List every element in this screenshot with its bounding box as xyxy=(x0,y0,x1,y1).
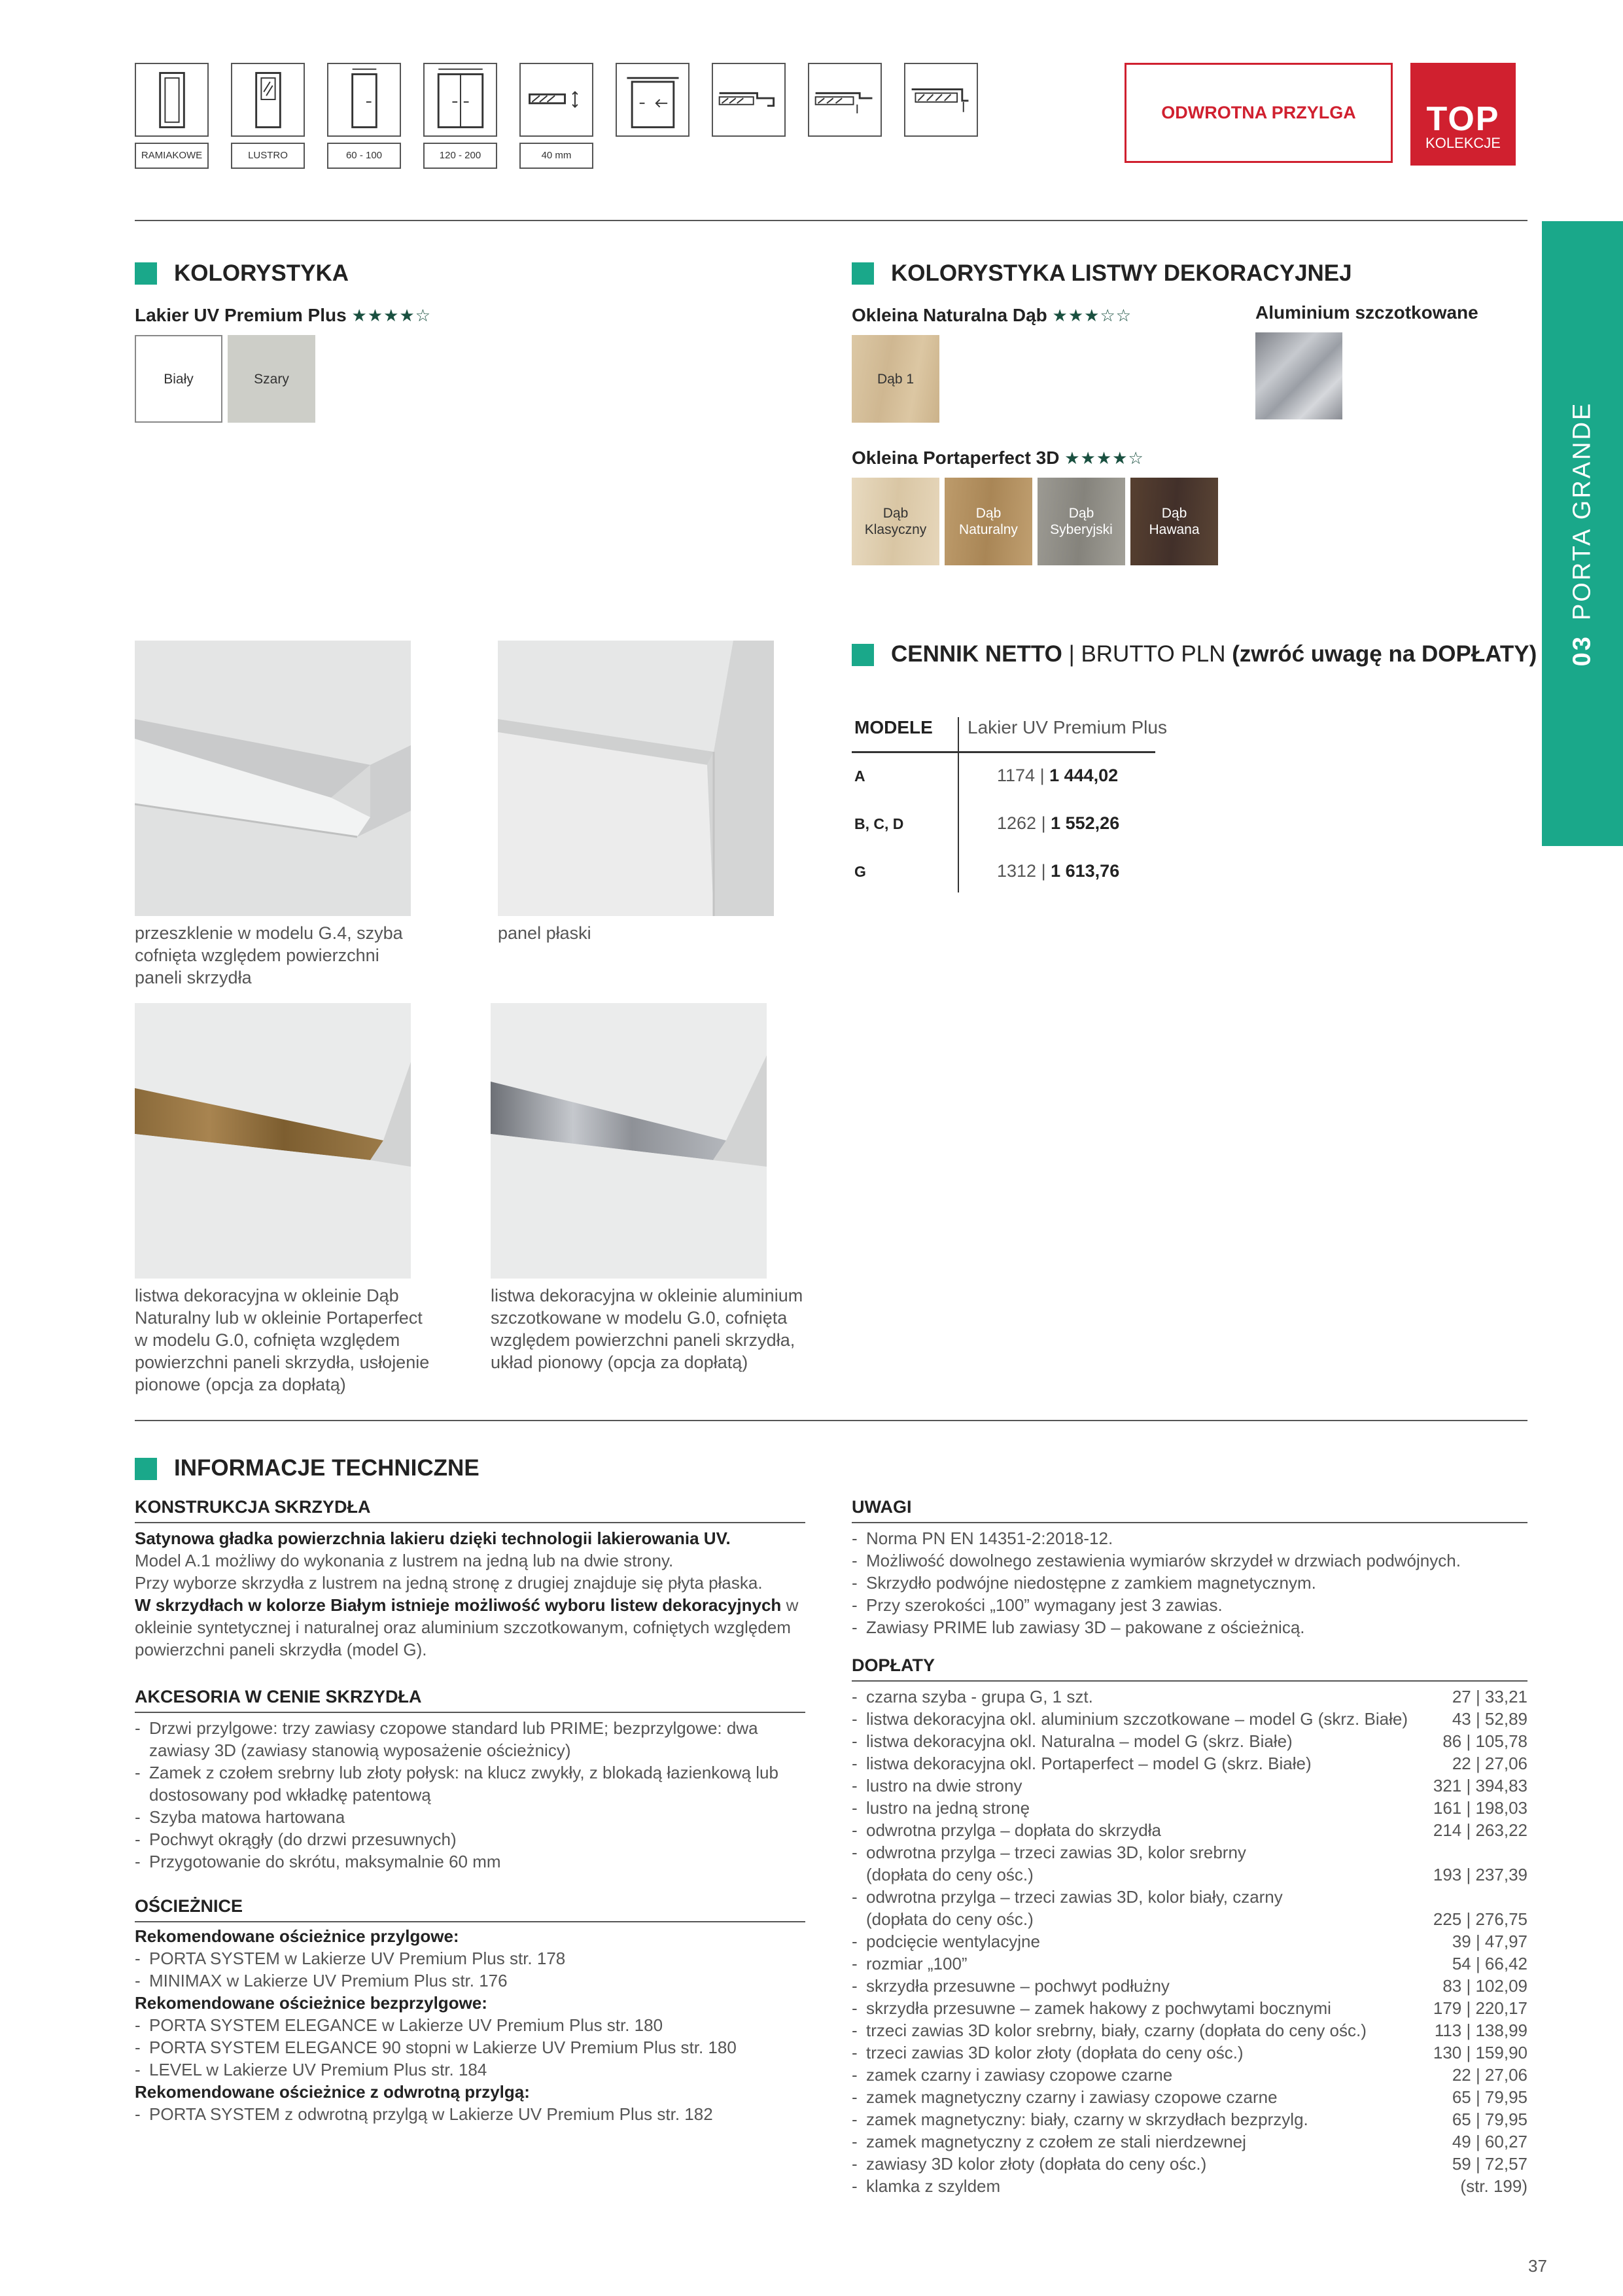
price-row-model: G xyxy=(854,863,866,880)
surcharge-row xyxy=(852,1708,1527,1730)
surcharge-price: 39 | 47,97 xyxy=(1452,1932,1527,1951)
photo-oak-strip xyxy=(135,1003,411,1279)
surcharge-row xyxy=(852,1841,1527,1863)
list-item: - PORTA SYSTEM z odwrotną przylgą w Lakierze UV Premium Plus str. 182 xyxy=(135,2103,805,2125)
swatch-label: Klasyczny xyxy=(864,522,927,537)
surcharge-label: - listwa dekoracyjna okl. aluminium szczotkowane – model G (skrz. Białe) xyxy=(852,1708,1408,1730)
thickness-icon xyxy=(519,63,593,137)
price-brutto: 1 552,26 xyxy=(1051,813,1120,833)
list-item: - Zamek z czołem srebrny lub złoty połysk: na klucz zwykły, z blokadą łazienkową lub dostosowany pod wkładkę patentową xyxy=(135,1761,805,1806)
reverse-rebate-badge: ODWROTNA PRZYLGA xyxy=(1125,63,1393,163)
list-item: - Przygotowanie do skrótu, maksymalnie 60 mm xyxy=(135,1850,805,1873)
surcharge-price: 161 | 198,03 xyxy=(1433,1798,1527,1818)
surcharge-label: - czarna szyba - grupa G, 1 szt. xyxy=(852,1686,1093,1708)
top-logo-line1: TOP xyxy=(1426,100,1500,138)
list-item: - Szyba matowa hartowana xyxy=(135,1806,805,1828)
frame-door-icon xyxy=(135,63,209,137)
icon-label-ramiakowe: RAMIAKOWE xyxy=(135,143,209,169)
surcharge-row xyxy=(852,1886,1527,1908)
surcharge-label: - skrzydła przesuwne – zamek hakowy z pochwytami bocznymi xyxy=(852,1997,1331,2019)
surcharge-row xyxy=(852,1775,1527,1797)
price-row-value: 1174 | 1 444,02 xyxy=(997,766,1119,785)
top-logo-line2: KOLEKCJE xyxy=(1425,135,1501,151)
list-item: - Skrzydło podwójne niedostępne z zamkiem magnetycznym. xyxy=(852,1572,1527,1594)
surcharge-row xyxy=(852,1730,1527,1752)
surcharge-label: - odwrotna przylga – trzeci zawias 3D, kolor biały, czarny xyxy=(852,1886,1283,1908)
surcharge-label: - skrzydła przesuwne – pochwyt podłużny xyxy=(852,1975,1170,1997)
surcharge-price: 22 | 27,06 xyxy=(1452,1754,1527,1773)
price-netto: 1174 xyxy=(997,766,1036,785)
price-row-value: 1312 | 1 613,76 xyxy=(997,861,1120,881)
konstrukcja-text xyxy=(135,1527,805,1661)
oscieznice-h1: Rekomendowane ościeżnice przylgowe: xyxy=(135,1926,459,1946)
swatch-label: Naturalny xyxy=(959,522,1018,537)
surcharge-row xyxy=(852,2064,1527,2086)
section-marker xyxy=(852,262,874,285)
icon-label-lustro: LUSTRO xyxy=(231,143,305,169)
finish-name: Okleina Portaperfect 3D xyxy=(852,448,1060,468)
surcharge-row xyxy=(852,1930,1527,1952)
surcharge-label: - listwa dekoracyjna okl. Portaperfect – model G (skrz. Białe) xyxy=(852,1752,1312,1775)
swatch-label: Dąb xyxy=(882,506,909,521)
caption-flat-panel: panel płaski xyxy=(498,923,591,943)
surcharge-row xyxy=(852,1686,1527,1708)
cennik-separator: | xyxy=(1068,641,1075,667)
surcharge-price: 225 | 276,75 xyxy=(1433,1909,1527,1929)
oscieznice-h3: Rekomendowane ościeżnice z odwrotną przylgą: xyxy=(135,2082,530,2102)
uwagi-title: UWAGI xyxy=(852,1497,912,1517)
surcharge-row xyxy=(852,1819,1527,1841)
list-item: - Pochwyt okrągły (do drzwi przesuwnych) xyxy=(135,1828,805,1850)
sidebar-title xyxy=(1569,402,1597,667)
price-row-model: A xyxy=(854,768,865,785)
surcharge-label: - zamek czarny i zawiasy czopowe czarne xyxy=(852,2064,1172,2086)
swatch-label: Dąb 1 xyxy=(877,371,915,387)
list-item: - LEVEL w Lakierze UV Premium Plus str. 184 xyxy=(135,2058,805,2081)
surcharge-price: 214 | 263,22 xyxy=(1433,1820,1527,1840)
section-marker xyxy=(135,1458,157,1480)
surcharge-label: - zamek magnetyczny z czołem ze stali nierdzewnej xyxy=(852,2130,1246,2153)
rating-stars-icon: ★★★☆☆ xyxy=(1052,306,1132,325)
icon-label-width-single: 60 - 100 xyxy=(327,143,401,169)
list-item: - PORTA SYSTEM ELEGANCE w Lakierze UV Premium Plus str. 180 xyxy=(135,2014,805,2036)
doplaty-rule xyxy=(852,1680,1527,1682)
surcharge-label: - rozmiar „100” xyxy=(852,1952,968,1975)
surcharge-price: 193 | 237,39 xyxy=(1433,1865,1527,1884)
photo-glazing-g4 xyxy=(135,641,411,916)
finish-title-lakier xyxy=(135,305,431,326)
price-row-value: 1262 | 1 552,26 xyxy=(997,813,1120,833)
sidebar-number: 03 xyxy=(1568,635,1596,667)
surcharge-row xyxy=(852,2041,1527,2064)
surcharge-row xyxy=(852,1752,1527,1775)
surcharge-label: - trzeci zawias 3D kolor złoty (dopłata do ceny ośc.) xyxy=(852,2041,1244,2064)
surcharge-price: 83 | 102,09 xyxy=(1442,1976,1527,1996)
section-marker xyxy=(852,644,874,666)
surcharge-row xyxy=(852,2086,1527,2108)
surcharge-label: (dopłata do ceny ośc.) xyxy=(866,1865,1034,1884)
swatch-label: Dąb xyxy=(975,506,1002,521)
list-item: - Norma PN EN 14351-2:2018-12. xyxy=(852,1527,1527,1549)
surcharge-price: 130 | 159,90 xyxy=(1433,2043,1527,2062)
surcharge-label: - trzeci zawias 3D kolor srebrny, biały, czarny (dopłata do ceny ośc.) xyxy=(852,2019,1367,2041)
swatch-label: Dąb xyxy=(1161,506,1187,521)
oscieznice-list-2 xyxy=(135,2014,805,2081)
surcharge-row xyxy=(852,1975,1527,1997)
surcharge-row xyxy=(852,2019,1527,2041)
konstrukcja-p1: Satynowa gładka powierzchnia lakieru dzięki technologii lakierowania UV. xyxy=(135,1528,731,1548)
surcharge-price: 65 | 79,95 xyxy=(1452,2110,1527,2129)
surcharge-row xyxy=(852,2108,1527,2130)
finish-name: Lakier UV Premium Plus xyxy=(135,305,347,325)
list-item: - PORTA SYSTEM ELEGANCE 90 stopni w Lakierze UV Premium Plus str. 180 xyxy=(135,2036,805,2058)
swatch-dab-1 xyxy=(852,335,939,423)
section-marker xyxy=(135,262,157,285)
caption-aluminium-strip: listwa dekoracyjna w okleinie aluminium szczotkowane w modelu G.0, cofnięta względem powierzchni paneli skrzydła, układ pionowy (opcja za dopłatą) xyxy=(491,1286,803,1372)
surcharge-row xyxy=(852,1997,1527,2019)
section-title-tech: INFORMACJE TECHNICZNE xyxy=(174,1455,480,1481)
surcharge-price: (str. 199) xyxy=(1460,2176,1527,2196)
surcharge-label: - odwrotna przylga – trzeci zawias 3D, kolor srebrny xyxy=(852,1841,1246,1863)
section-title-kolorystyka: KOLORYSTYKA xyxy=(174,260,349,286)
oscieznice-block xyxy=(135,1925,805,2125)
photo-aluminium-strip xyxy=(491,1003,767,1279)
list-item: - MINIMAX w Lakierze UV Premium Plus str. 176 xyxy=(135,1969,805,1992)
price-col-model: MODELE xyxy=(854,717,933,737)
surcharge-row xyxy=(852,2130,1527,2153)
swatch-dab-naturalny xyxy=(945,478,1032,565)
section-title-listwy: KOLORYSTYKA LISTWY DEKORACYJNEJ xyxy=(891,260,1352,286)
rating-stars-icon: ★★★★☆ xyxy=(1064,448,1144,468)
icon-label-width-double: 120 - 200 xyxy=(423,143,497,169)
icon-label-thickness: 40 mm xyxy=(519,143,593,169)
konstrukcja-rule xyxy=(135,1522,805,1523)
section-title-cennik xyxy=(891,641,1537,667)
surcharge-price: 113 | 138,99 xyxy=(1434,2021,1527,2040)
mirror-door-icon xyxy=(231,63,305,137)
double-door-width-icon xyxy=(423,63,497,137)
oscieznice-rule xyxy=(135,1921,805,1922)
surcharge-price: 54 | 66,42 xyxy=(1452,1954,1527,1973)
list-item: - Przy szerokości „100” wymagany jest 3 zawias. xyxy=(852,1594,1527,1616)
swatch-label: Biały xyxy=(164,371,194,387)
surcharge-label: - odwrotna przylga – dopłata do skrzydła xyxy=(852,1819,1161,1841)
surcharge-price: 86 | 105,78 xyxy=(1442,1731,1527,1751)
surcharge-row xyxy=(852,1797,1527,1819)
konstrukcja-p4-bold: W skrzydłach w kolorze Białym istnieje możliwość wyboru listew dekoracyjnych xyxy=(135,1595,782,1615)
price-netto: 1262 xyxy=(997,813,1037,833)
oscieznice-list-3 xyxy=(135,2103,805,2125)
oscieznice-h2: Rekomendowane ościeżnice bezprzylgowe: xyxy=(135,1993,487,2013)
konstrukcja-p2: Model A.1 możliwy do wykonania z lustrem na jedną lub na dwie strony. xyxy=(135,1551,674,1570)
cennik-netto: CENNIK NETTO xyxy=(891,641,1062,667)
sliding-door-icon xyxy=(616,63,689,137)
surcharge-label: - lustro na dwie strony xyxy=(852,1775,1022,1797)
surcharge-label: - klamka z szyldem xyxy=(852,2175,1000,2197)
swatch-aluminium xyxy=(1255,332,1342,419)
top-collection-logo xyxy=(1410,63,1516,166)
finish-title-okleina-naturalna xyxy=(852,305,1132,326)
reverse-rebate-profile-icon xyxy=(904,63,978,137)
price-brutto: 1 444,02 xyxy=(1049,766,1119,785)
swatch-dab-syberyjski xyxy=(1038,478,1125,565)
rebate-profile-icon-2 xyxy=(808,63,882,137)
price-header-line xyxy=(852,751,1155,753)
list-item: - Drzwi przylgowe: trzy zawiasy czopowe standard lub PRIME; bezprzylgowe: dwa zawiasy 3D (zawiasy stanowią wyposażenie ościeżnicy) xyxy=(135,1717,805,1761)
list-item: - Możliwość dowolnego zestawienia wymiarów skrzydeł w drzwiach podwójnych. xyxy=(852,1549,1527,1572)
swatch-label: Szary xyxy=(254,371,289,387)
akcesoria-title: AKCESORIA W CENIE SKRZYDŁA xyxy=(135,1687,422,1706)
surcharge-price: 49 | 60,27 xyxy=(1452,2132,1527,2151)
surcharge-label: - zawiasy 3D kolor złoty (dopłata do ceny ośc.) xyxy=(852,2153,1206,2175)
finish-title-aluminium: Aluminium szczotkowane xyxy=(1255,302,1478,323)
swatch-dab-hawana xyxy=(1130,478,1218,565)
surcharge-price: 321 | 394,83 xyxy=(1433,1776,1527,1795)
sidebar-collection: PORTA GRANDE xyxy=(1568,401,1596,621)
rebate-profile-icon-1 xyxy=(712,63,786,137)
single-door-width-icon xyxy=(327,63,401,137)
surcharge-label: - lustro na jedną stronę xyxy=(852,1797,1030,1819)
swatch-label: Syberyjski xyxy=(1050,522,1113,537)
surcharge-price: 43 | 52,89 xyxy=(1452,1709,1527,1729)
surcharge-row xyxy=(852,2153,1527,2175)
doplaty-title: DOPŁATY xyxy=(852,1655,935,1675)
cennik-brutto: BRUTTO PLN xyxy=(1081,641,1226,667)
swatch-bialy xyxy=(135,335,222,423)
doplaty-list xyxy=(852,1686,1527,2197)
surcharge-label: (dopłata do ceny ośc.) xyxy=(866,1909,1034,1929)
price-row-model: B, C, D xyxy=(854,815,904,832)
surcharge-price: 22 | 27,06 xyxy=(1452,2065,1527,2085)
swatch-label: Dąb xyxy=(1068,506,1094,521)
konstrukcja-title: KONSTRUKCJA SKRZYDŁA xyxy=(135,1497,371,1517)
surcharge-price: 27 | 33,21 xyxy=(1452,1687,1527,1706)
page-number: 37 xyxy=(1528,2256,1547,2276)
price-col-divider xyxy=(958,717,959,892)
surcharge-row xyxy=(852,1952,1527,1975)
surcharge-label: - podcięcie wentylacyjne xyxy=(852,1930,1040,1952)
uwagi-rule xyxy=(852,1522,1527,1523)
surcharge-label: - zamek magnetyczny czarny i zawiasy czopowe czarne xyxy=(852,2086,1278,2108)
oscieznice-title: OŚCIEŻNICE xyxy=(135,1896,243,1916)
uwagi-list xyxy=(852,1527,1527,1638)
price-netto: 1312 xyxy=(997,861,1037,881)
divider-top xyxy=(135,220,1527,221)
cennik-note: (zwróć uwagę na DOPŁATY) xyxy=(1232,641,1537,667)
rating-stars-icon: ★★★★☆ xyxy=(351,306,432,325)
divider-middle xyxy=(135,1420,1527,1421)
surcharge-row xyxy=(852,1863,1527,1886)
caption-oak-strip: listwa dekoracyjna w okleinie Dąb Naturalny lub w okleinie Portaperfect w modelu G.0, cofnięta względem powierzchni paneli skrzydła, usłojenie pionowe (opcja za dopłatą) xyxy=(135,1286,430,1394)
surcharge-row xyxy=(852,1908,1527,1930)
finish-name: Okleina Naturalna Dąb xyxy=(852,305,1047,325)
surcharge-price: 59 | 72,57 xyxy=(1452,2154,1527,2174)
surcharge-price: 179 | 220,17 xyxy=(1433,1998,1527,2018)
list-item: - PORTA SYSTEM w Lakierze UV Premium Plus str. 178 xyxy=(135,1947,805,1969)
surcharge-label: - zamek magnetyczny: biały, czarny w skrzydłach bezprzylg. xyxy=(852,2108,1308,2130)
surcharge-label: - listwa dekoracyjna okl. Naturalna – model G (skrz. Białe) xyxy=(852,1730,1293,1752)
konstrukcja-p3: Przy wyborze skrzydła z lustrem na jedną stronę z drugiej znajduje się płyta płaska. xyxy=(135,1573,763,1593)
akcesoria-rule xyxy=(135,1712,805,1713)
swatch-szary xyxy=(228,335,315,423)
photo-flat-panel xyxy=(498,641,774,916)
price-brutto: 1 613,76 xyxy=(1051,861,1120,881)
konstrukcja-p4-rest: w okleinie syntetycznej i naturalnej oraz aluminium szczotkowanym, cofniętych względem powierzchni paneli skrzydła (model G). xyxy=(135,1595,799,1659)
finish-title-portaperfect xyxy=(852,448,1144,468)
swatch-dab-klasyczny xyxy=(852,478,939,565)
price-col-finish: Lakier UV Premium Plus xyxy=(968,717,1167,737)
swatch-label: Hawana xyxy=(1149,522,1200,537)
akcesoria-list xyxy=(135,1717,805,1873)
surcharge-price: 65 | 79,95 xyxy=(1452,2087,1527,2107)
list-item: - Zawiasy PRIME lub zawiasy 3D – pakowane z ościeżnicą. xyxy=(852,1616,1527,1638)
surcharge-row xyxy=(852,2175,1527,2197)
oscieznice-list-1 xyxy=(135,1947,805,1992)
caption-glazing: przeszklenie w modelu G.4, szyba cofnięta względem powierzchni paneli skrzydła xyxy=(135,923,403,987)
